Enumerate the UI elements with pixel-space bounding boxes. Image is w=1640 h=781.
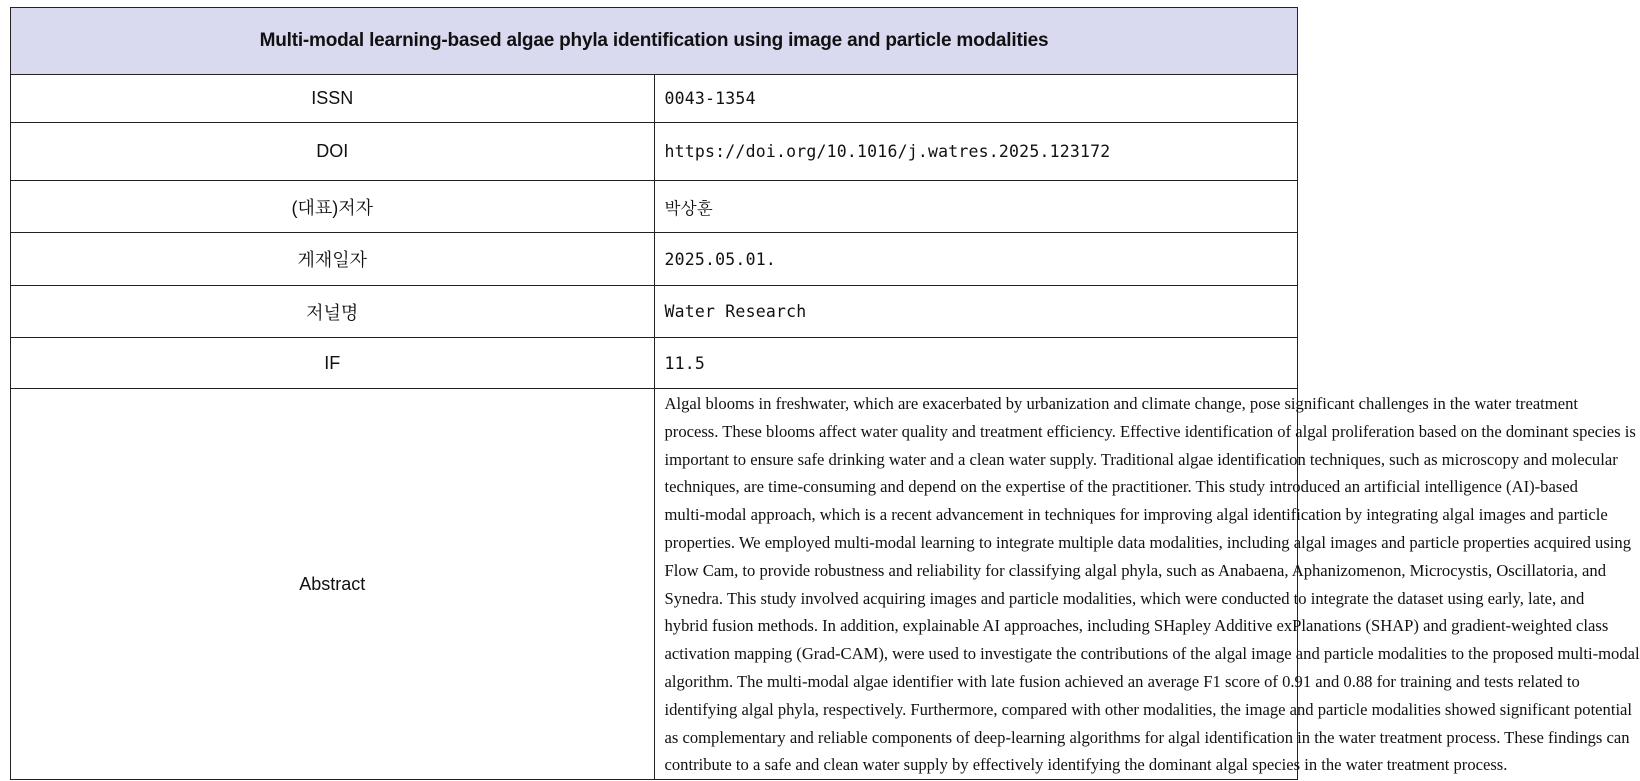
abstract-line: hybrid fusion methods. In addition, explainable AI approaches, including SHapley Additive exPlanations (SHAP) and gradient-weighted class — [664, 616, 1609, 636]
issn-value: 0043-1354 — [654, 75, 1298, 123]
abstract-line: techniques, are time-consuming and depend on the expertise of the practitioner. This study introduced an artificial intelligence (AI)-based — [664, 477, 1578, 497]
abstract-row — [11, 389, 1298, 780]
abstract-line: algorithm. The multi-modal algae identifier with late fusion achieved an average F1 score of 0.91 and 0.88 for training and tests related to — [664, 671, 1580, 691]
publication-date-value: 2025.05.01. — [654, 233, 1298, 286]
impact-factor-label: IF — [11, 338, 655, 389]
paper-info-table — [10, 7, 1640, 780]
doi-row — [11, 123, 1298, 181]
publication-date-label: 게재일자 — [11, 233, 655, 286]
title-row — [11, 8, 1298, 75]
abstract-line: multi-modal approach, which is a recent advancement in techniques for improving algal identification by integrating algal images and particle — [664, 505, 1608, 525]
abstract-line: properties. We employed multi-modal learning to integrate multiple data modalities, including algal images and particle properties acquired using — [664, 532, 1632, 552]
journal-row — [11, 286, 1298, 338]
abstract-text — [654, 389, 1640, 780]
issn-label: ISSN — [11, 75, 655, 123]
abstract-line: Flow Cam, to provide robustness and reliability for classifying algal phyla, such as Anabaena, Aphanizomenon, Microcystis, Oscillatoria, and — [664, 560, 1606, 580]
abstract-line: important to ensure safe drinking water and a clean water supply. Traditional algae identification techniques, such as microscopy and molecular — [664, 449, 1618, 469]
impact-factor-row — [11, 338, 1298, 389]
issn-row — [11, 75, 1298, 123]
journal-label: 저널명 — [11, 286, 655, 338]
publication-date-row — [11, 233, 1298, 286]
author-value: 박상훈 — [654, 181, 1298, 233]
abstract-line: identifying algal phyla, respectively. Furthermore, compared with other modalities, the image and particle modalities showed significant potential — [664, 699, 1633, 719]
abstract-line: contribute to a safe and clean water supply by effectively identifying the dominant algal species in the water treatment process. — [664, 755, 1508, 775]
abstract-line: activation mapping (Grad-CAM), were used to investigate the contributions of the algal image and particle modalities to the proposed multi-modal — [664, 644, 1640, 664]
abstract-line: process. These blooms affect water quality and treatment efficiency. Effective identification of algal proliferation based on the dominant species is — [664, 421, 1636, 441]
doi-label: DOI — [11, 123, 655, 181]
doi-value: https://doi.org/10.1016/j.watres.2025.123172 — [654, 123, 1298, 181]
author-row — [11, 181, 1298, 233]
author-label: (대표)저자 — [11, 181, 655, 233]
abstract-line: Algal blooms in freshwater, which are exacerbated by urbanization and climate change, pose significant challenges in the water treatment — [664, 394, 1578, 413]
paper-title: Multi-modal learning-based algae phyla identification using image and particle modalities — [11, 8, 1298, 75]
abstract-line: as complementary and reliable components of deep-learning algorithms for algal identification in the water treatment process. These findings can — [664, 727, 1630, 747]
abstract-label: Abstract — [11, 389, 655, 780]
abstract-line: Synedra. This study involved acquiring images and particle modalities, which were conducted to integrate the dataset using early, late, and — [664, 588, 1585, 608]
journal-value: Water Research — [654, 286, 1298, 338]
impact-factor-value: 11.5 — [654, 338, 1298, 389]
